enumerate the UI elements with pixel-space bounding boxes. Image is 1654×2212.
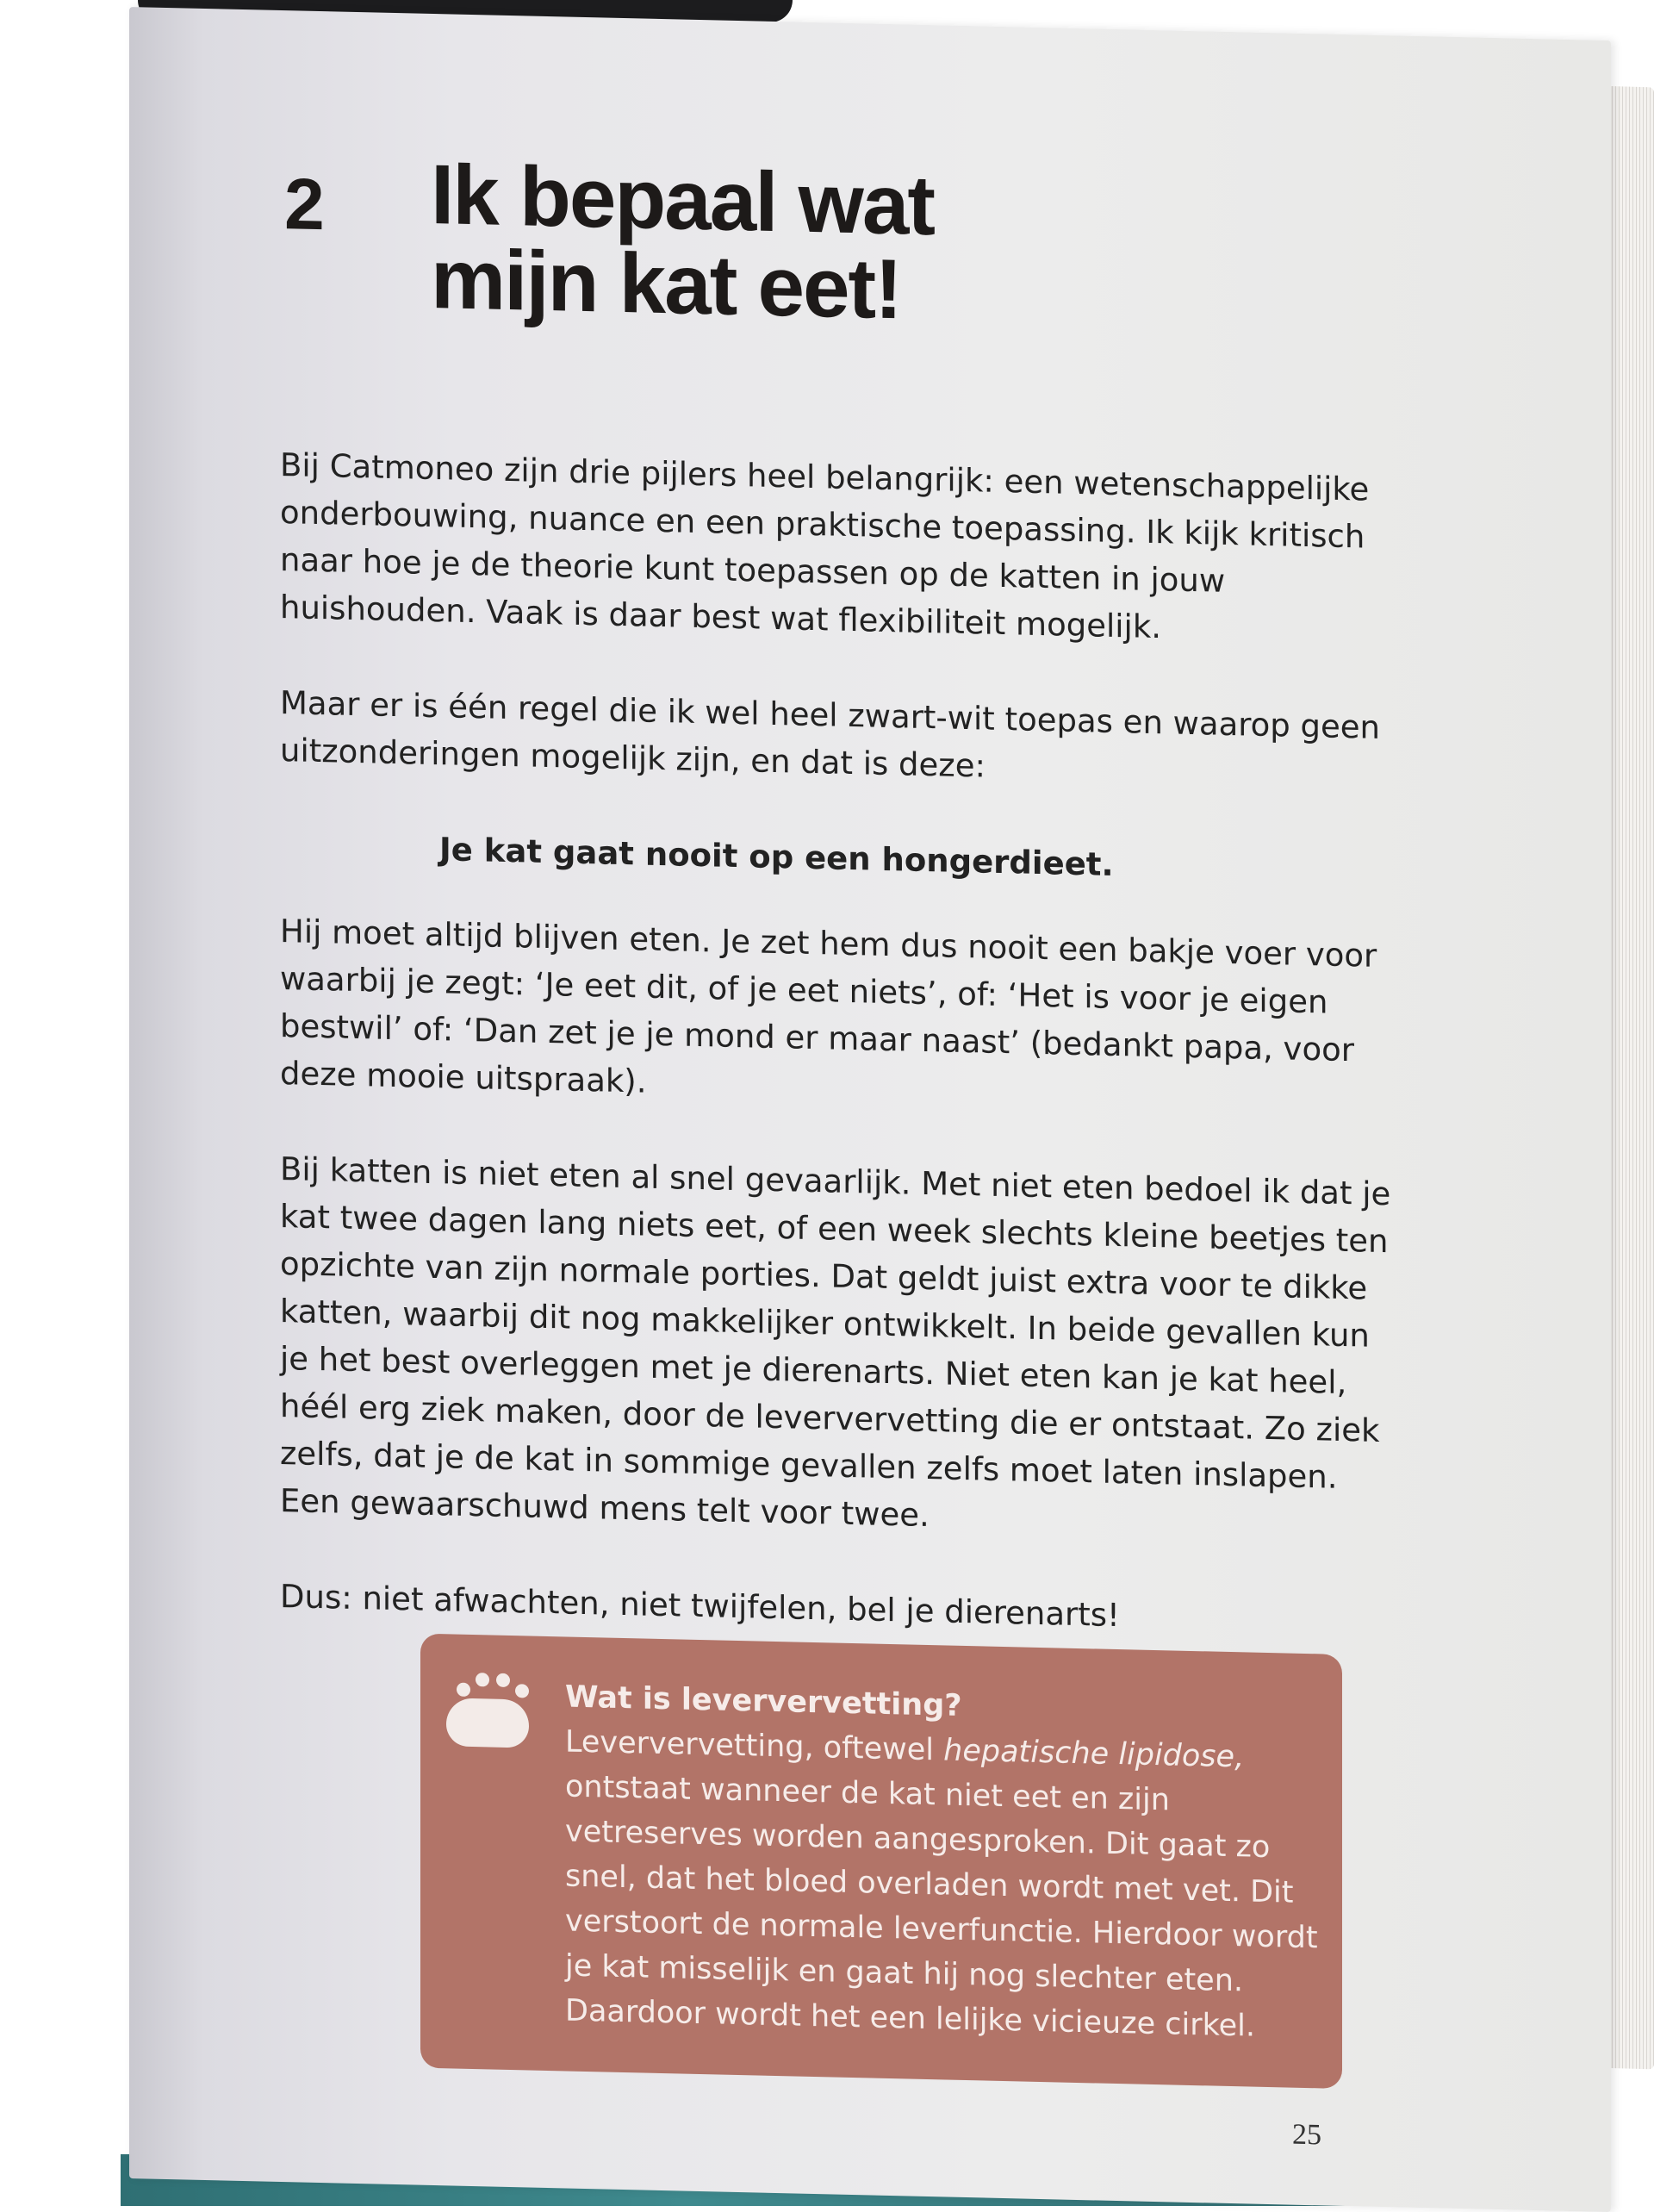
info-box-text — [565, 1719, 1323, 2050]
paragraph-1: Bij Catmoneo zijn drie pijlers heel belangrijk: een wetenschappelijke onderbouwing, nuance en een praktische toepassing. Ik kijk kritisch naar hoe je de theorie kunt toepassen op de katten in jouw huishouden. Vaak is daar best wat flexibiliteit mogelijk. — [280, 446, 1370, 646]
chapter-number: 2 — [284, 163, 325, 246]
body-text — [280, 441, 1400, 1694]
info-box-content — [565, 1674, 1323, 2050]
book-page — [129, 7, 1611, 2212]
info-box-text-end: ontstaat wanneer de kat niet eet en zijn vetreserves worden aangesproken. Dit gaat zo snel, dat het bloed overladen wordt met vet. Dit verstoort de normale leverfunctie. Hierdoor wordt je kat misselijk en gaat hij nog slechter eten. Daardoor wordt het een lelijke vicieuze cirkel. — [565, 1769, 1318, 2044]
paw-icon — [446, 1668, 541, 1748]
chapter-title-line-1: Ik bepaal wat — [431, 146, 935, 253]
paragraph-2: Maar er is één regel die ik wel heel zwart-wit toepas en waarop geen uitzonderingen mogelijk zijn, en dat is deze: — [280, 683, 1381, 785]
paragraph-4: Bij katten is niet eten al snel gevaarlijk. Met niet eten bedoel ik dat je kat twee dagen lang niets eet, of een week slechts kleine beetjes ten opzichte van zijn normale porties. Dat geldt juist extra voor te dikke katten, waarbij dit nog makkelijker ontwikkelt. In beide gevallen kun je het best overleggen met je dierenarts. Niet eten kan je kat heel, héél erg ziek maken, door de leververvetting die er ontstaat. Zo ziek zelfs, dat je de kat in sommige gevallen zelfs moet laten inslapen. Een gewaarschuwd mens telt voor twee. — [280, 1150, 1391, 1535]
info-box-text-start: Leververvetting, oftewel — [565, 1724, 944, 1768]
info-box-title: Wat is leververvetting? — [565, 1679, 962, 1723]
info-box — [420, 1634, 1342, 2089]
chapter-title — [431, 146, 935, 337]
paragraph-5: Dus: niet afwachten, niet twijfelen, bel je dierenarts! — [280, 1577, 1120, 1635]
info-box-text-term: hepatische lipidose, — [943, 1733, 1245, 1775]
chapter-heading — [284, 146, 935, 337]
page-number: 25 — [1292, 2118, 1321, 2152]
paragraph-3: Hij moet altijd blijven eten. Je zet hem dus nooit een bakje voer voor waarbij je zegt: ‘Je eet dit, of je eet niets’, of: ‘Het is voor je eigen bestwil’ of: ‘Dan zet je je mond er maar naast’ (bedankt papa, voor deze mooie uitspraak). — [280, 912, 1377, 1100]
chapter-title-line-2: mijn kat eet! — [431, 230, 901, 337]
highlighted-rule: Je kat gaat nooit op een hongerdieet. — [439, 831, 1114, 883]
